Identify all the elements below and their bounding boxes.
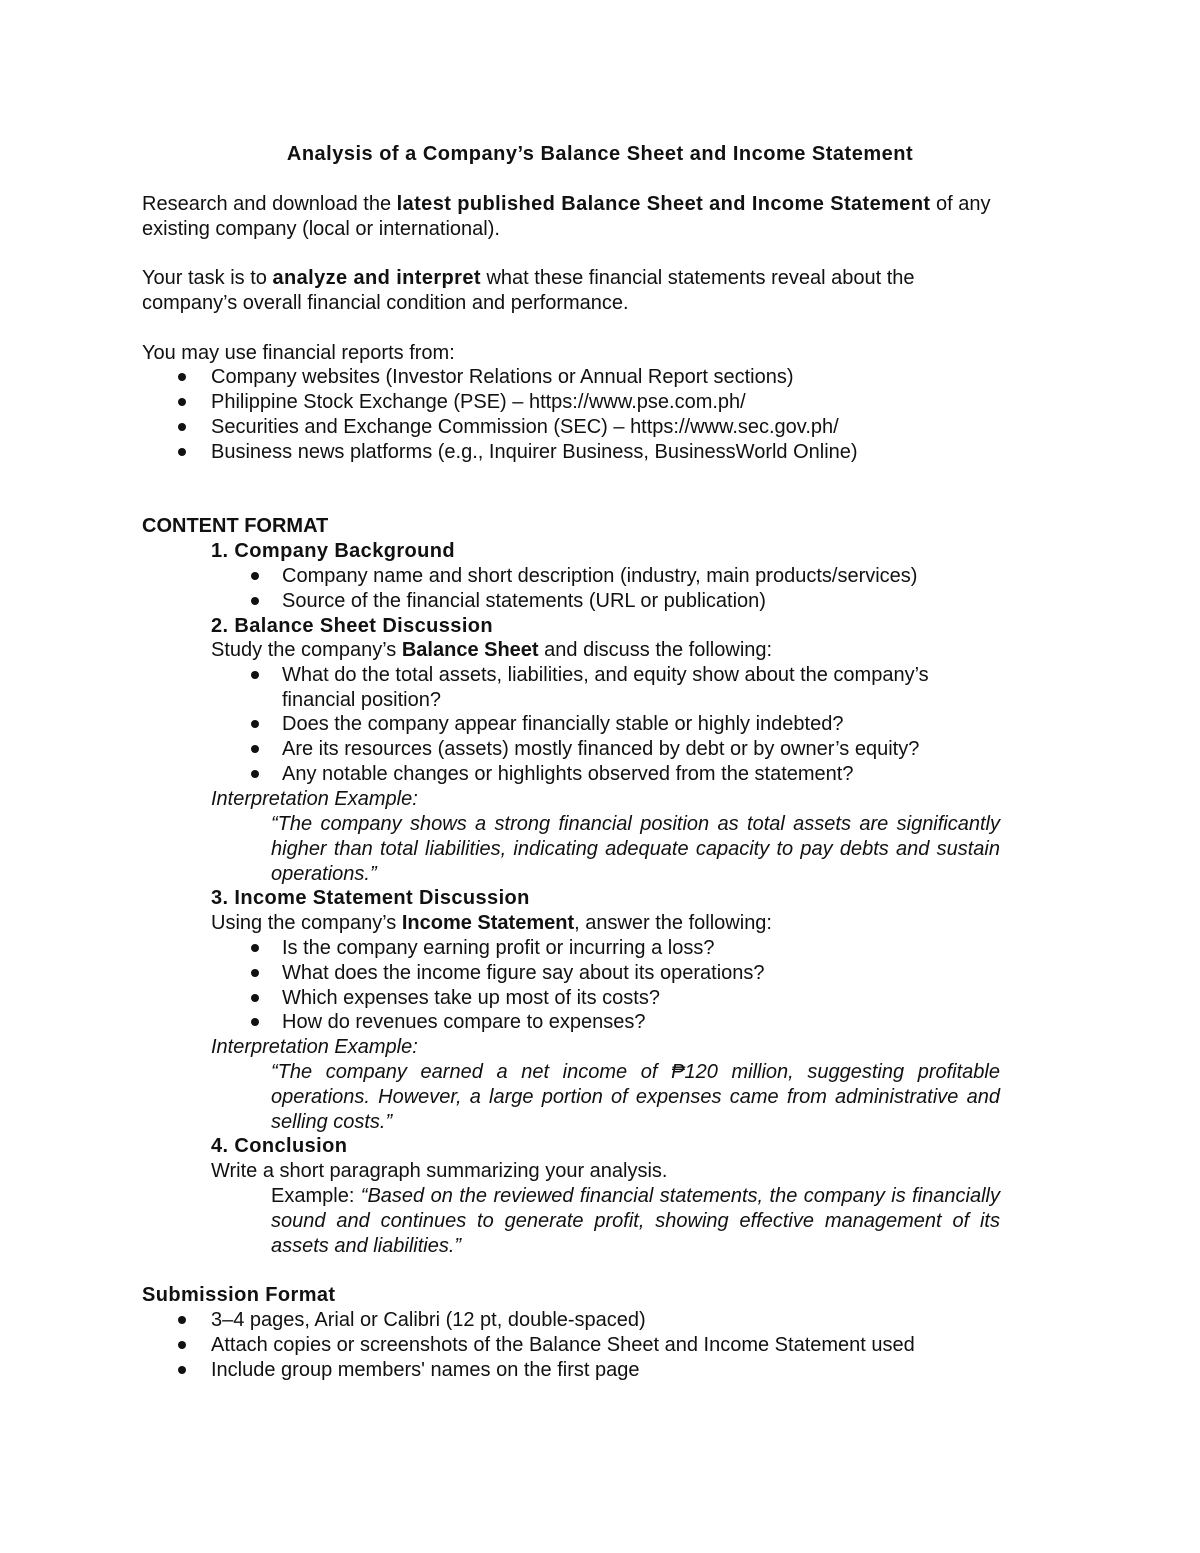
- section-1-heading: 1. Company Background: [211, 540, 455, 562]
- intro-paragraph-2: [142, 266, 915, 290]
- source-item: Business news platforms (e.g., Inquirer Business, BusinessWorld Online): [211, 441, 858, 463]
- section-2-heading: 2. Balance Sheet Discussion: [211, 615, 494, 637]
- section-2-example-quote: “The company shows a strong financial position as total assets are significantly higher than total liabilities, indicating adequate capacity to pay debts and sustain operations.”: [271, 813, 1000, 885]
- bullet-icon: [178, 448, 186, 456]
- section-4-example-label: Example:: [271, 1185, 361, 1207]
- intro-p1-line-2: existing company (local or international).: [142, 218, 500, 240]
- section-4-example-quote: “Based on the reviewed financial statements, the company is financially sound and continues to generate profit, showing effective management of its assets and liabilities.”: [271, 1185, 1000, 1257]
- submission-item: 3–4 pages, Arial or Calibri (12 pt, double-spaced): [211, 1309, 646, 1331]
- document-title: Analysis of a Company’s Balance Sheet and Income Statement: [286, 143, 914, 165]
- intro-paragraph-1: [142, 192, 991, 216]
- bullet-icon: [251, 671, 259, 679]
- section-3-item: What does the income figure say about its operations?: [282, 962, 765, 984]
- content-format-heading: CONTENT FORMAT: [142, 515, 329, 537]
- source-item: Philippine Stock Exchange (PSE) – https://www.pse.com.ph/: [211, 391, 746, 413]
- bullet-icon: [251, 745, 259, 753]
- section-3-example-label: Interpretation Example:: [211, 1036, 418, 1058]
- section-3-lead: [211, 911, 772, 935]
- section-2-item: Any notable changes or highlights observed from the statement?: [282, 763, 854, 785]
- section-4-example: [271, 1184, 1000, 1258]
- section-2-example-label: Interpretation Example:: [211, 788, 418, 810]
- section-3-lead-text-end: , answer the following:: [574, 912, 772, 934]
- bullet-icon: [178, 398, 186, 406]
- section-4-lead: Write a short paragraph summarizing your analysis.: [211, 1160, 668, 1182]
- section-3-lead-emphasis: Income Statement: [401, 912, 575, 934]
- submission-item: Attach copies or screenshots of the Balance Sheet and Income Statement used: [211, 1334, 915, 1356]
- section-2-lead-text: Study the company’s: [211, 639, 402, 661]
- bullet-icon: [251, 720, 259, 728]
- bullet-icon: [251, 572, 259, 580]
- section-2-item: Does the company appear financially stable or highly indebted?: [282, 713, 844, 735]
- bullet-icon: [178, 423, 186, 431]
- section-4-heading: 4. Conclusion: [211, 1135, 348, 1157]
- intro-p2-line-2: company’s overall financial condition and performance.: [142, 292, 629, 314]
- submission-heading: Submission Format: [142, 1284, 336, 1306]
- bullet-icon: [251, 597, 259, 605]
- intro-p1-text: Research and download the: [142, 193, 397, 215]
- section-2-lead-text-end: and discuss the following:: [538, 639, 773, 661]
- section-2-item: What do the total assets, liabilities, and equity show about the company’s: [282, 664, 929, 686]
- section-3-heading: 3. Income Statement Discussion: [211, 887, 530, 909]
- section-3-item: Which expenses take up most of its costs?: [282, 987, 660, 1009]
- section-2-item-continued: financial position?: [282, 689, 441, 711]
- source-item: Company websites (Investor Relations or Annual Report sections): [211, 366, 794, 388]
- bullet-icon: [251, 969, 259, 977]
- section-1-item: Source of the financial statements (URL or publication): [282, 590, 766, 612]
- bullet-icon: [178, 373, 186, 381]
- section-1-item: Company name and short description (industry, main products/services): [282, 565, 918, 587]
- bullet-icon: [251, 1018, 259, 1026]
- bullet-icon: [251, 944, 259, 952]
- section-2-lead: [211, 638, 772, 662]
- bullet-icon: [178, 1316, 186, 1324]
- section-2-lead-emphasis: Balance Sheet: [401, 639, 539, 661]
- intro-p1-emphasis: latest published Balance Sheet and Income Statement: [396, 193, 931, 215]
- bullet-icon: [251, 994, 259, 1002]
- section-3-item: How do revenues compare to expenses?: [282, 1011, 646, 1033]
- intro-paragraph-3: You may use financial reports from:: [142, 342, 455, 364]
- intro-p1-text-end: of any: [930, 193, 991, 215]
- submission-item: Include group members' names on the first page: [211, 1359, 640, 1381]
- intro-p2-emphasis: analyze and interpret: [272, 267, 481, 289]
- bullet-icon: [178, 1366, 186, 1374]
- section-2-item: Are its resources (assets) mostly financed by debt or by owner’s equity?: [282, 738, 920, 760]
- source-item: Securities and Exchange Commission (SEC) – https://www.sec.gov.ph/: [211, 416, 839, 438]
- intro-p2-text: Your task is to: [142, 267, 273, 289]
- section-3-item: Is the company earning profit or incurring a loss?: [282, 937, 715, 959]
- section-3-lead-text: Using the company’s: [211, 912, 402, 934]
- section-3-example-quote: “The company earned a net income of ₱120 million, suggesting profitable operations. However, a large portion of expenses came from administrative and selling costs.”: [271, 1061, 1000, 1133]
- intro-p2-text-end: what these financial statements reveal about the: [480, 267, 915, 289]
- bullet-icon: [178, 1341, 186, 1349]
- bullet-icon: [251, 770, 259, 778]
